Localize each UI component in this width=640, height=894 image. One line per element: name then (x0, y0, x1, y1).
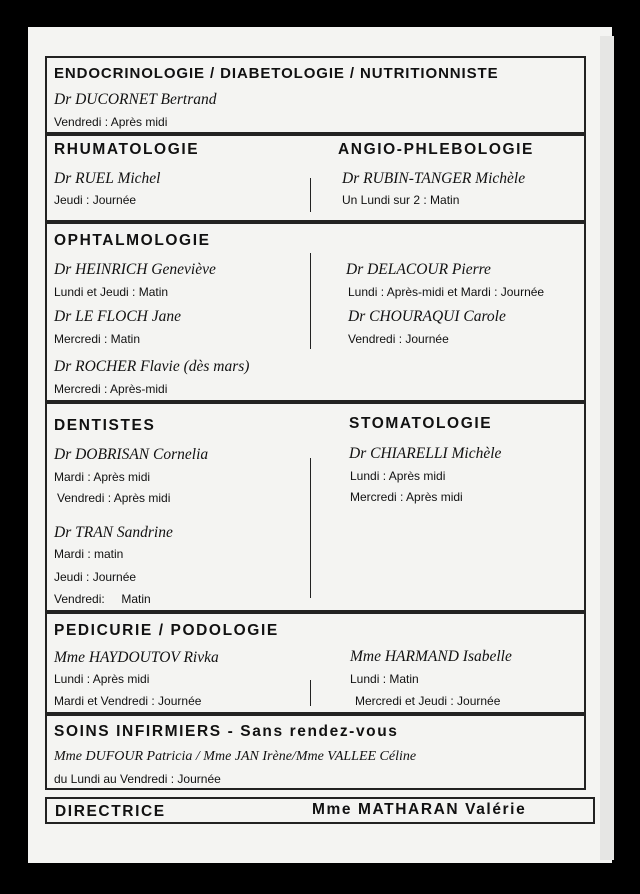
doctor-name: Dr CHOURAQUI Carole (348, 308, 506, 325)
doctor-schedule: Mercredi : Après-midi (54, 382, 168, 396)
doctor-schedule: Vendredi : Après midi (54, 115, 168, 129)
doctor-schedule: Vendredi : Journée (348, 332, 449, 346)
doctor-schedule: Mardi : matin (54, 547, 124, 561)
doctor-schedule: Mercredi : Matin (54, 332, 141, 346)
section-soins-heading: SOINS INFIRMIERS - Sans rendez-vous (54, 723, 399, 740)
section-ophtalmologie-heading: OPHTALMOLOGIE (54, 232, 211, 249)
doctor-schedule: Lundi : Après midi (54, 672, 150, 686)
section-rhumatologie-heading: RHUMATOLOGIE (54, 141, 200, 158)
section-dentistes-heading: DENTISTES (54, 417, 156, 434)
doctor-schedule: Mardi : Après midi (54, 470, 151, 484)
column-divider (310, 178, 311, 212)
doctor-name: Dr DUCORNET Bertrand (54, 91, 217, 108)
doctor-schedule: Lundi : Après-midi et Mardi : Journée (348, 285, 545, 299)
column-divider (310, 253, 311, 349)
section-pedicurie-heading: PEDICURIE / PODOLOGIE (54, 622, 279, 639)
doctor-schedule: Lundi : Après midi (350, 469, 446, 483)
nurse-names: Mme DUFOUR Patricia / Mme JAN Irène/Mme VALLEE Céline (54, 749, 417, 764)
doctor-name: Dr TRAN Sandrine (54, 524, 173, 541)
doctor-name: Dr RUEL Michel (54, 170, 161, 187)
doctor-name: Dr DELACOUR Pierre (346, 261, 491, 278)
doctor-schedule: Mercredi et Jeudi : Journée (355, 694, 501, 708)
doctor-schedule: Jeudi : Journée (54, 570, 137, 584)
doctor-name: Dr RUBIN-TANGER Michèle (342, 170, 526, 187)
doctor-schedule: Vendredi: Matin (54, 592, 151, 606)
doctor-name: Dr ROCHER Flavie (dès mars) (54, 358, 250, 375)
doctor-schedule: Lundi et Jeudi : Matin (54, 285, 169, 299)
doctor-schedule: Jeudi : Journée (54, 193, 137, 207)
directrice-heading: DIRECTRICE (55, 803, 166, 820)
section-endocrinologie-heading: ENDOCRINOLOGIE / DIABETOLOGIE / NUTRITIONNISTE (54, 65, 499, 82)
doctor-name: Dr HEINRICH Geneviève (54, 261, 216, 278)
section-angio-heading: ANGIO-PHLEBOLOGIE (338, 141, 534, 158)
doctor-name: Mme HAYDOUTOV Rivka (54, 649, 219, 666)
column-divider (310, 680, 311, 706)
section-stomatologie-heading: STOMATOLOGIE (349, 415, 493, 432)
nurse-schedule: du Lundi au Vendredi : Journée (54, 772, 221, 786)
column-divider (310, 458, 311, 598)
doctor-schedule: Mercredi : Après midi (350, 490, 463, 504)
doctor-name: Dr LE FLOCH Jane (54, 308, 182, 325)
paper-sheet-edge (600, 36, 614, 860)
doctor-name: Dr CHIARELLI Michèle (349, 445, 502, 462)
doctor-name: Mme HARMAND Isabelle (350, 648, 512, 665)
directrice-name: Mme MATHARAN Valérie (312, 801, 527, 818)
doctor-schedule: Un Lundi sur 2 : Matin (342, 193, 460, 207)
doctor-schedule: Lundi : Matin (350, 672, 419, 686)
doctor-schedule: Vendredi : Après midi (57, 491, 171, 505)
doctor-schedule: Mardi et Vendredi : Journée (54, 694, 202, 708)
doctor-name: Dr DOBRISAN Cornelia (54, 446, 209, 463)
